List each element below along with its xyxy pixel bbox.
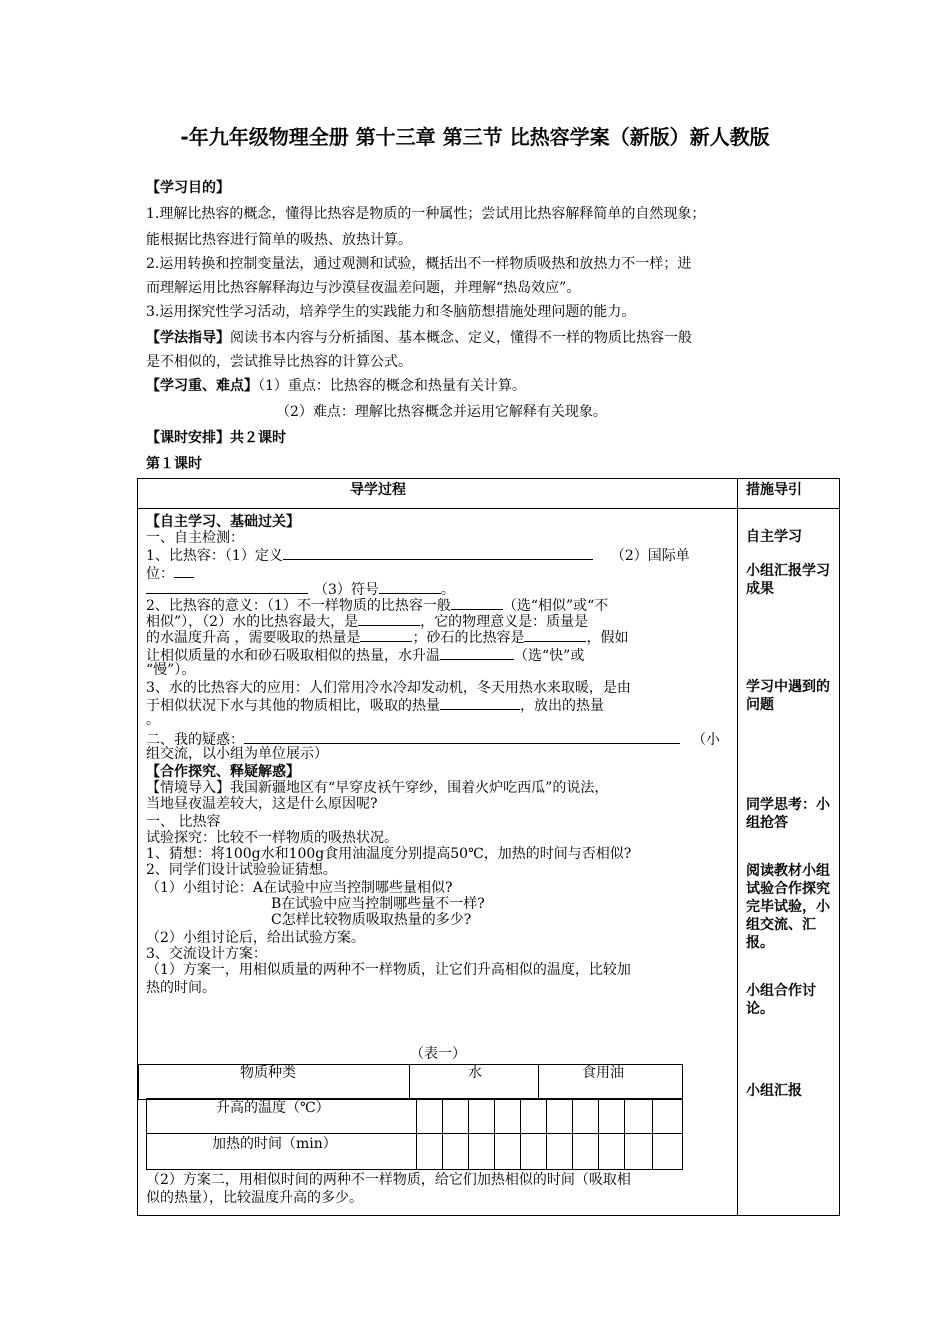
sub-table-header-divider-1 [409, 1064, 410, 1099]
method-line-2: 是不相似的，尝试推导比热容的计算公式。 [146, 354, 412, 370]
q1-line: 1、比热容：（1）定义 （2）国际单 [146, 548, 690, 564]
column-header-guide: 措施导引 [746, 482, 802, 498]
discuss-a: （1）小组讨论：A在试验中应当控制哪些量相似? [146, 880, 453, 896]
objective-line-3: 2.运用转换和控制变量法，通过观测和试验，概括出不一样物质吸热和放热力不一样；进 [146, 256, 692, 272]
table-column-divider [737, 478, 738, 1215]
sub-header-oil: 食用油 [582, 1065, 624, 1081]
speed-blank[interactable] [440, 646, 514, 660]
sub-grid-col [652, 1098, 653, 1169]
q3-line-1: 3、水的比热容大的应用：人们常用冷水冷却发动机，冬天用热水来取暖，是由 [146, 680, 631, 696]
method-heading: 【学法指导】 [146, 330, 230, 346]
sub-header-substance: 物质种类 [240, 1065, 296, 1081]
sub-grid-col [624, 1098, 625, 1169]
sub-grid-col [494, 1098, 495, 1169]
focus-heading: 【学习重、难点】 [146, 378, 258, 394]
focus-line [146, 374, 816, 398]
lesson-title: 第１课时 [146, 456, 202, 472]
table-header-divider [137, 508, 839, 509]
absorb-blank[interactable] [440, 696, 520, 710]
q3-line-3: 。 [146, 712, 160, 728]
method-text: 阅读书本内容与分析插图、基本概念、定义，懂得不一样的物质比热容一般 [230, 330, 692, 346]
sand-blank[interactable] [524, 628, 586, 642]
scheme-one-line-1: （1）方案一，用相似质量的两种不一样物质，让它们升高相似的温度，比较加 [146, 962, 631, 978]
sub-grid-col [416, 1098, 417, 1169]
q2-line-2: 相似”），（2）水的比热容最大，是 ，它的物理意义是：质量是 [146, 614, 589, 630]
side-note-problems: 学习中遇到的问题 [746, 679, 830, 713]
exchange-line: 3、交流设计方案： [146, 946, 267, 962]
page-title: -年九年级物理全册 第十三章 第三节 比热容学案（新版）新人教版 [180, 125, 770, 149]
objective-line-2: 能根据比热容进行简单的吸热、放热计算。 [146, 232, 412, 248]
sub-grid-col [520, 1098, 521, 1169]
side-note-self-study: 自主学习 [746, 529, 802, 545]
sub-grid-col [598, 1098, 599, 1169]
q2-line-4: 让相似质量的水和砂石吸取相似的热量，水升温 （选“快”或 [146, 648, 585, 664]
sub-header-water: 水 [468, 1065, 482, 1081]
discuss-b: B在试验中应当控制哪些量不一样? [271, 896, 485, 912]
general-blank[interactable] [451, 596, 503, 610]
side-note-report: 小组汇报 [746, 1083, 802, 1099]
sub-grid-col [468, 1098, 469, 1169]
q2-line-3: 的水温度升高 ，需要吸取的热量是 ；砂石的比热容是 ，假如 [146, 630, 629, 646]
doubt-blank[interactable] [244, 730, 680, 744]
doubt-line: 二、我的疑惑： （小 [146, 732, 720, 748]
experiment-line: 试验探究：比较不一样物质的吸热状况。 [146, 830, 398, 846]
column-header-process: 导学过程 [350, 482, 406, 498]
sub-table-row-divider [146, 1133, 682, 1134]
self-check-heading: 一、自主检测： [146, 530, 244, 546]
unit-blank-a[interactable] [174, 564, 194, 578]
sub-grid-col [546, 1098, 547, 1169]
sub-table-header-divider-2 [538, 1064, 539, 1099]
focus-key: （1）重点：比热容的概念和热量有关计算。 [258, 378, 526, 394]
design-line: 2、同学们设计试验验证猜想。 [146, 862, 337, 878]
section-heading: 一、 比热容 [146, 814, 221, 830]
sub-grid-col [442, 1098, 443, 1169]
q3-line-2: 于相似状况下水与其他的物质相比，吸取的热量 ，放出的热量 [146, 698, 604, 714]
focus-hard: （2）难点：理解比热容概念并运用它解释有关现象。 [276, 404, 607, 420]
method-line-1 [146, 326, 816, 350]
heat-blank[interactable] [360, 628, 412, 642]
definition-blank[interactable] [283, 546, 593, 560]
objective-line-1: 1.理解比热容的概念，懂得比热容是物质的一种属性；尝试用比热容解释简单的自然现象； [146, 206, 706, 222]
q2-line-5: “慢”）。 [146, 662, 196, 678]
symbol-blank[interactable] [379, 580, 441, 594]
discuss-c: C怎样比较物质吸取热量的多少? [271, 912, 472, 928]
side-note-think: 同学思考：小组抢答 [746, 797, 830, 831]
q1-symbol-line: （3）符号 。 [146, 580, 728, 599]
scenario-line-1: 【情境导入】我国新疆地区有“早穿皮袄午穿纱，围着火炉吃西瓜”的说法， [146, 780, 609, 796]
sub-grid-col [572, 1098, 573, 1169]
side-note-cooperate: 小组合作讨论。 [746, 983, 816, 1017]
scheme-one-line-2: 热的时间。 [146, 980, 216, 996]
plan-line: （2）小组讨论后，给出试验方案。 [146, 930, 365, 946]
guess-line: 1、猜想：将100g水和100g食用油温度分别提高50℃，加热的时间与否相似? [146, 846, 632, 862]
sub-row-temperature: 升高的温度（℃） [216, 1100, 330, 1116]
scenario-line-2: 当地昼夜温差较大，这是什么原因呢? [146, 796, 378, 812]
side-note-experiment: 阅读教材小组试验合作探究完毕试验，小组交流、汇报。 [746, 863, 830, 951]
scheme-two-line-1: （2）方案二，用相似时间的两种不一样物质，给它们加热相似的时间（吸取相 [146, 1172, 631, 1188]
cooperate-heading: 【合作探究、释疑解惑】 [146, 764, 300, 780]
sub-row-time: 加热的时间（min） [212, 1136, 337, 1152]
schedule: 【课时安排】共２课时 [146, 430, 286, 446]
side-note-group-report: 小组汇报学习成果 [746, 563, 830, 597]
unit-blank-b[interactable] [146, 580, 308, 594]
objectives-heading: 【学习目的】 [146, 180, 230, 196]
doubt-line-2: 组交流，以小组为单位展示） [146, 746, 328, 762]
objective-line-5: 3.运用探究性学习活动，培养学生的实践能力和冬脑筋想措施处理问题的能力。 [146, 304, 636, 320]
scheme-two-line-2: 似的热量），比较温度升高的多少。 [146, 1190, 363, 1206]
water-value-blank[interactable] [358, 612, 420, 626]
sub-table-caption: （表一） [410, 1046, 466, 1062]
objective-line-4: 而理解运用比热容解释海边与沙漠昼夜温差问题，并理解“热岛效应”。 [146, 280, 581, 296]
q2-line-1: 2、比热容的意义：（1）不一样物质的比热容一般 （选“相似”或“不 [146, 598, 609, 614]
q1-unit-line: 位： [146, 564, 728, 583]
self-study-heading: 【自主学习、基础过关】 [146, 514, 300, 530]
